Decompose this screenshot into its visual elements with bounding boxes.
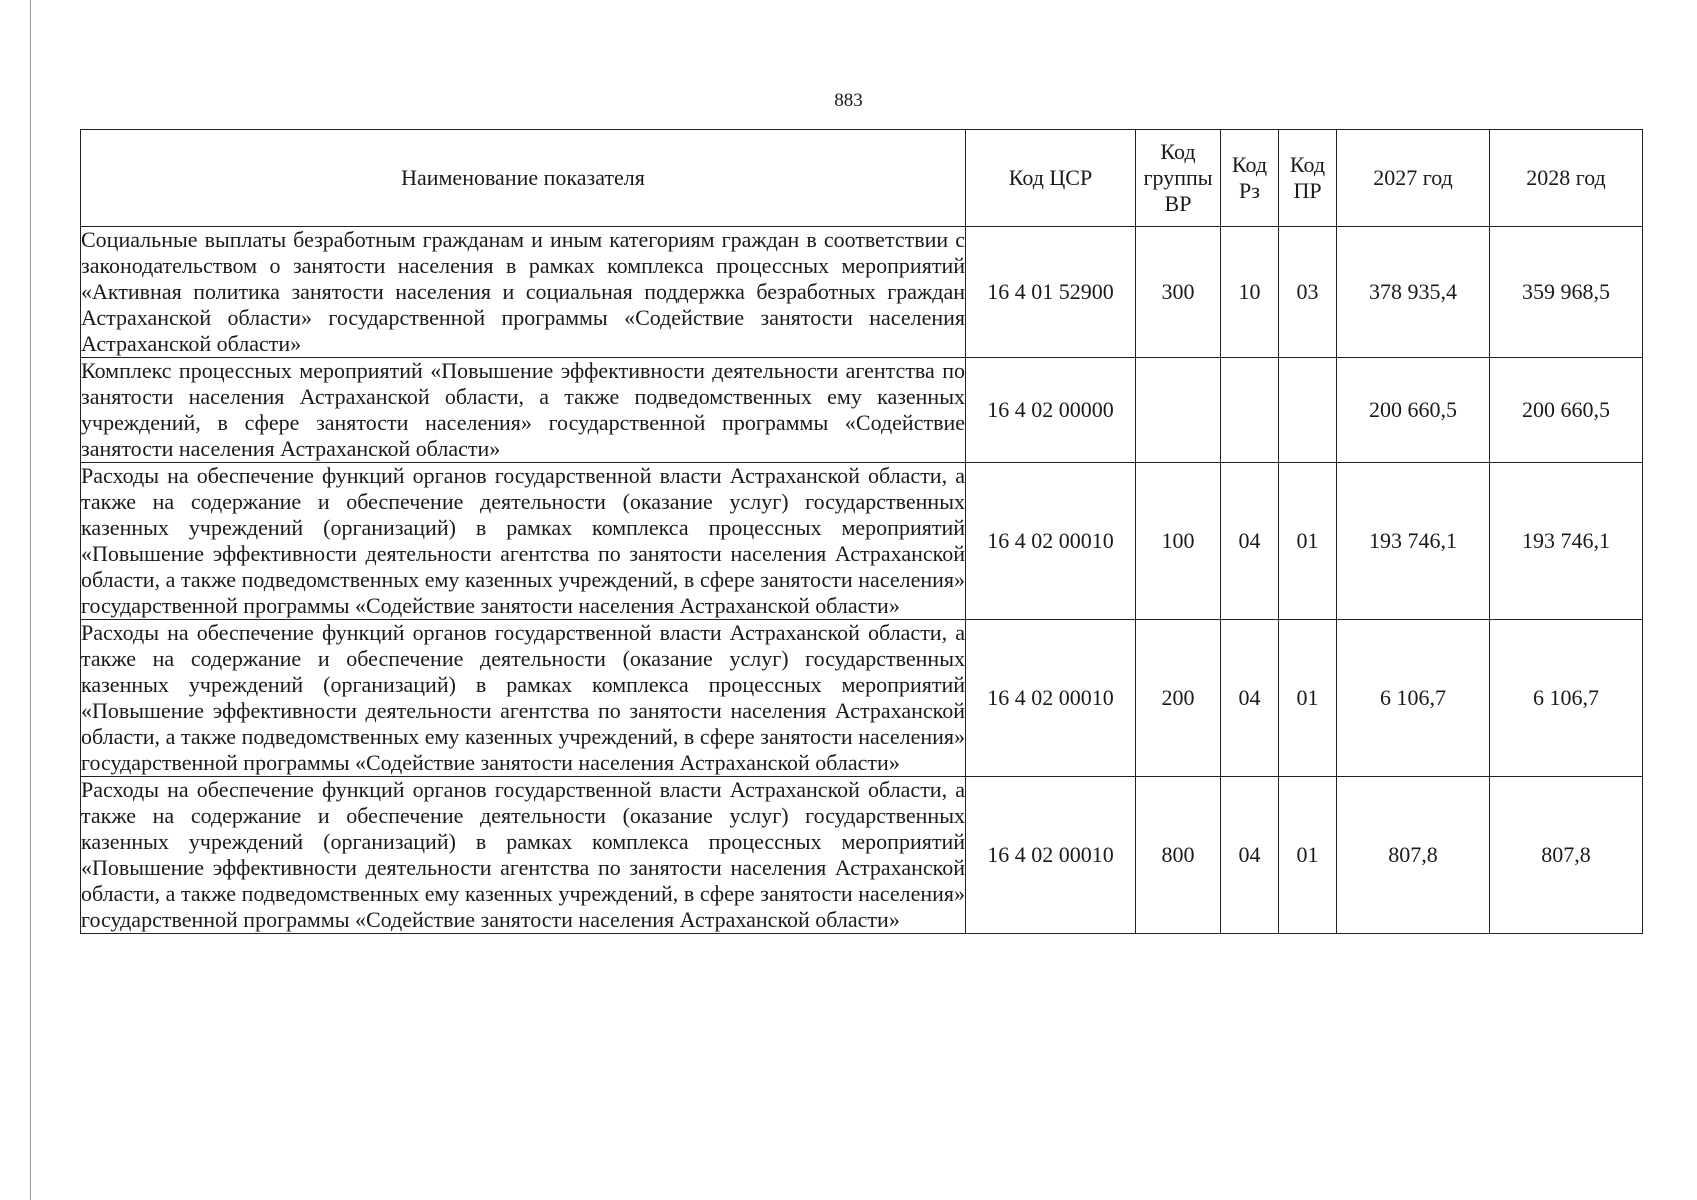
table-row: [81, 777, 1643, 934]
row-2027: 6 106,7: [1337, 620, 1490, 777]
row-name: Комплекс процессных мероприятий «Повышение эффективности деятельности агентства по занятости населения Астраханской области, а также подведомственных ему казенных учреждений, в сфере занятости населения» государственной программы «Содействие занятости населения Астраханской области»: [81, 358, 965, 461]
row-pr: 01: [1279, 777, 1337, 934]
header-csr: Код ЦСР: [966, 130, 1136, 227]
page-number: 883: [834, 90, 863, 111]
row-2027: 378 935,4: [1337, 227, 1490, 358]
row-2028: 359 968,5: [1490, 227, 1643, 358]
row-2027: 193 746,1: [1337, 463, 1490, 620]
row-2027: 807,8: [1337, 777, 1490, 934]
header-2028: 2028 год: [1490, 130, 1643, 227]
row-2028: 6 106,7: [1490, 620, 1643, 777]
table-header-row: [81, 130, 1643, 227]
header-name: Наименование показателя: [81, 130, 966, 227]
row-rz: 04: [1221, 620, 1279, 777]
table-row: [81, 227, 1643, 358]
row-vr: [1136, 358, 1221, 463]
row-pr: [1279, 358, 1337, 463]
header-rz: Код Рз: [1221, 130, 1279, 227]
row-name: Расходы на обеспечение функций органов государственной власти Астраханской области, а также на содержание и обеспечение деятельности (оказание услуг) государственных казенных учреждений (организаций) в рамках комплекса процессных мероприятий «Повышение эффективности деятельности агентства по занятости населения Астраханской области, а также подведомственных ему казенных учреждений, в сфере занятости населения» государственной программы «Содействие занятости населения Астраханской области»: [81, 620, 965, 775]
row-vr: 300: [1136, 227, 1221, 358]
row-rz: 10: [1221, 227, 1279, 358]
binding-margin-line: [30, 0, 31, 1200]
row-2028: 200 660,5: [1490, 358, 1643, 463]
header-pr: Код ПР: [1279, 130, 1337, 227]
row-vr: 800: [1136, 777, 1221, 934]
table-row: [81, 620, 1643, 777]
budget-table: [80, 129, 1643, 934]
header-2027: 2027 год: [1337, 130, 1490, 227]
row-rz: [1221, 358, 1279, 463]
table-row: [81, 463, 1643, 620]
row-pr: 01: [1279, 620, 1337, 777]
row-csr: 16 4 02 00010: [966, 777, 1136, 934]
row-pr: 03: [1279, 227, 1337, 358]
row-rz: 04: [1221, 463, 1279, 620]
row-name: Расходы на обеспечение функций органов государственной власти Астраханской области, а также на содержание и обеспечение деятельности (оказание услуг) государственных казенных учреждений (организаций) в рамках комплекса процессных мероприятий «Повышение эффективности деятельности агентства по занятости населения Астраханской области, а также подведомственных ему казенных учреждений, в сфере занятости населения» государственной программы «Содействие занятости населения Астраханской области»: [81, 463, 965, 618]
row-csr: 16 4 02 00010: [966, 620, 1136, 777]
header-vr: Код группы ВР: [1136, 130, 1221, 227]
row-vr: 200: [1136, 620, 1221, 777]
row-csr: 16 4 01 52900: [966, 227, 1136, 358]
row-rz: 04: [1221, 777, 1279, 934]
row-pr: 01: [1279, 463, 1337, 620]
row-csr: 16 4 02 00000: [966, 358, 1136, 463]
row-2027: 200 660,5: [1337, 358, 1490, 463]
row-csr: 16 4 02 00010: [966, 463, 1136, 620]
row-name: Социальные выплаты безработным гражданам и иным категориям граждан в соответствии с законодательством о занятости населения в рамках комплекса процессных мероприятий «Активная политика занятости населения и социальная поддержка безработных граждан Астраханской области» государственной программы «Содействие занятости населения Астраханской области»: [81, 227, 965, 356]
table-row: [81, 358, 1643, 463]
row-2028: 807,8: [1490, 777, 1643, 934]
row-2028: 193 746,1: [1490, 463, 1643, 620]
row-name: Расходы на обеспечение функций органов государственной власти Астраханской области, а также на содержание и обеспечение деятельности (оказание услуг) государственных казенных учреждений (организаций) в рамках комплекса процессных мероприятий «Повышение эффективности деятельности агентства по занятости населения Астраханской области, а также подведомственных ему казенных учреждений, в сфере занятости населения» государственной программы «Содействие занятости населения Астраханской области»: [81, 777, 965, 932]
row-vr: 100: [1136, 463, 1221, 620]
